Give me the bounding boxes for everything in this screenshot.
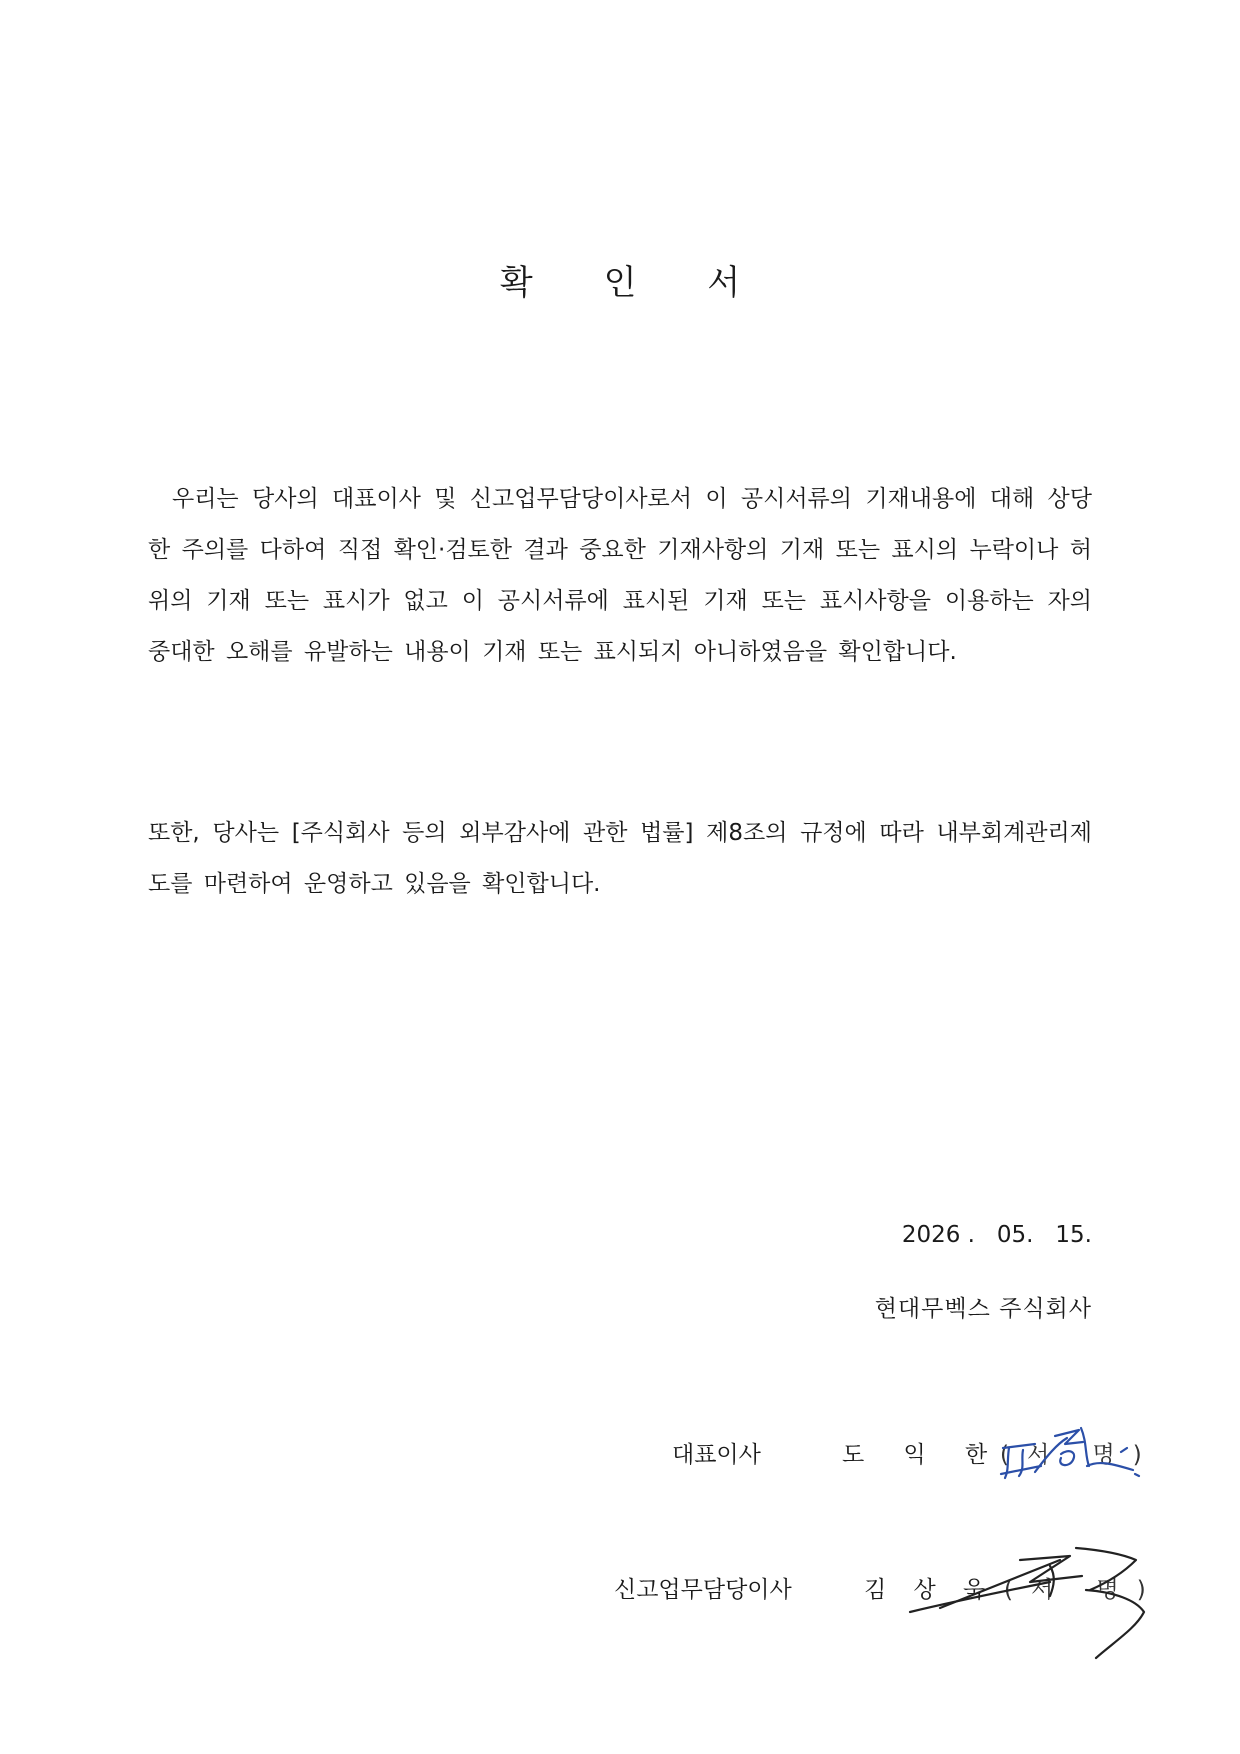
company-name: 현대무벡스 주식회사 <box>874 1296 1092 1322</box>
ceo-role-label: 대표이사 <box>672 1442 761 1468</box>
document-date: 2026 . 05. 15. <box>901 1222 1092 1248</box>
officer-signature-mark: (서 명) <box>1004 1577 1164 1603</box>
ceo-signature-mark: (서 명) <box>1000 1442 1160 1468</box>
ceo-signature-line <box>672 1436 1160 1476</box>
ceo-name: 도 익 한 <box>842 1442 1004 1468</box>
confirmation-paragraph-1: 우리는 당사의 대표이사 및 신고업무담당이사로서 이 공시서류의 기재내용에 대해 상당한 주의를 다하여 직접 확인·검토한 결과 중요한 기재사항의 기재 또는 표시의 누락이나 허위의 기재 또는 표시가 없고 이 공시서류에 표시된 기재 또는 표시사항을 이용하는 자의 중대한 오해를 유발하는 내용이 기재 또는 표시되지 아니하였음을 확인합니다. <box>148 486 1092 665</box>
officer-signature-line <box>614 1571 1164 1611</box>
officer-name: 김 상 욱 <box>864 1577 996 1603</box>
document-title: 확 인 서 <box>499 263 771 303</box>
confirmation-paragraph-2: 또한, 당사는 [주식회사 등의 외부감사에 관한 법률] 제8조의 규정에 따라 내부회계관리제도를 마련하여 운영하고 있음을 확인합니다. <box>148 820 1092 897</box>
officer-role-label: 신고업무담당이사 <box>614 1577 792 1603</box>
